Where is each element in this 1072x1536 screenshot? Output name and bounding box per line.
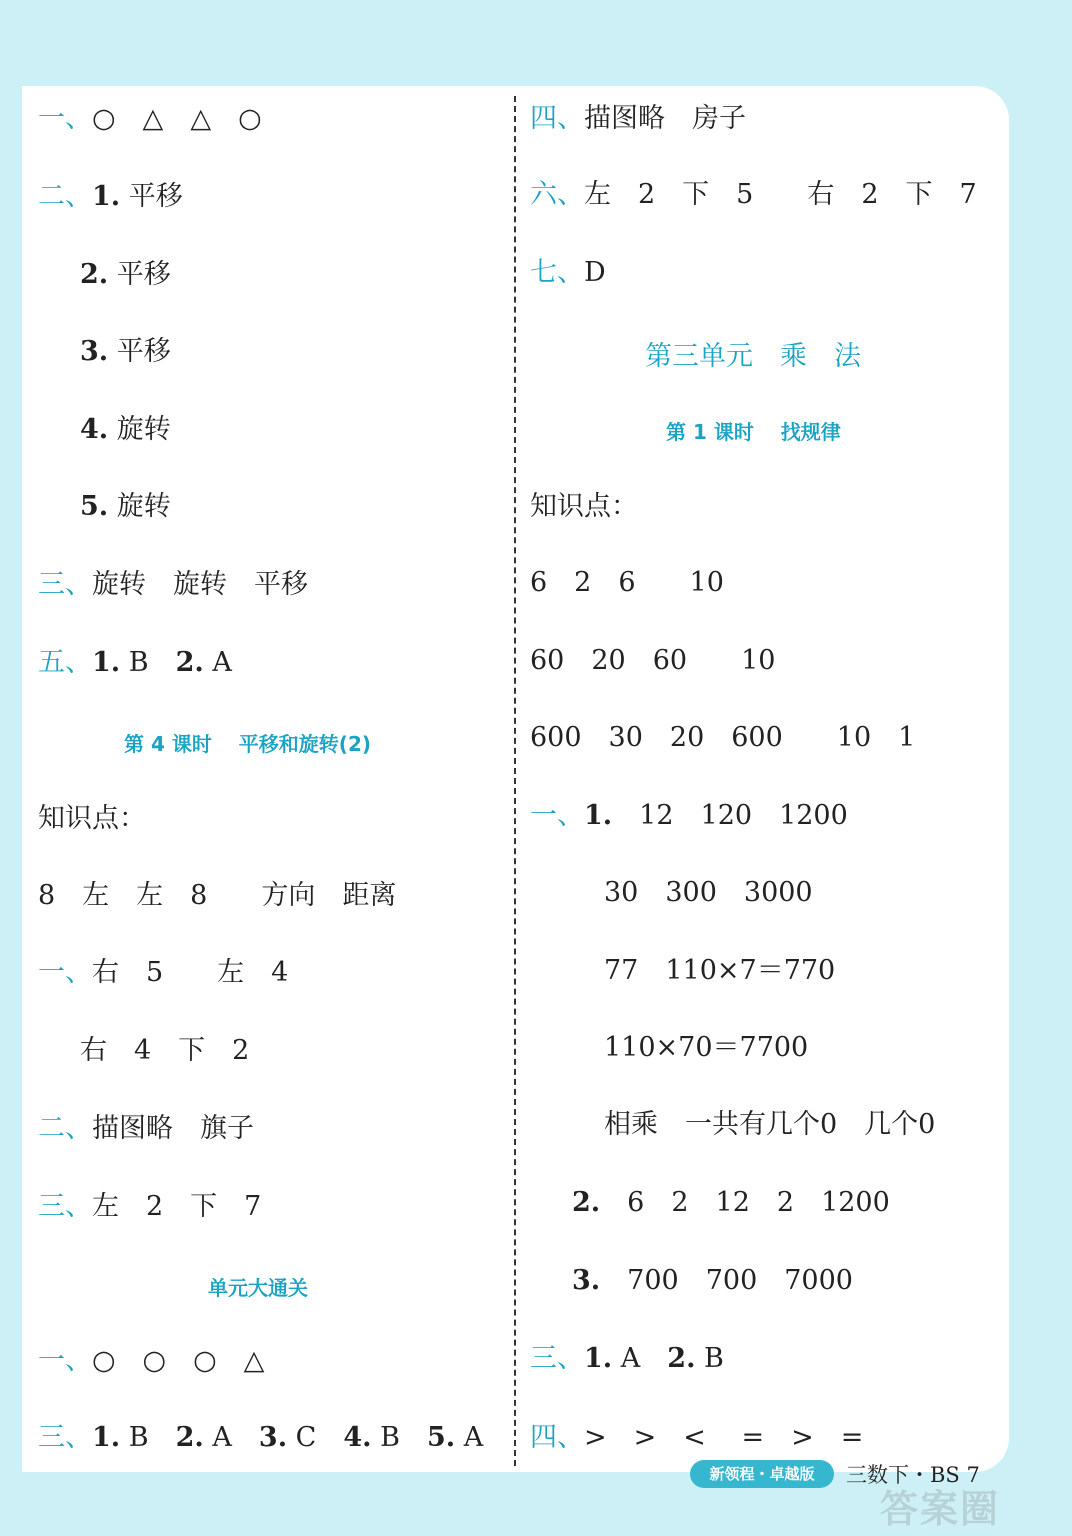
right-line-16: 四、> > < = > = — [530, 1422, 864, 1453]
left-line-2: 二、1. 平移 — [38, 181, 183, 212]
left-line-1: 一、○ △ △ ○ — [38, 103, 262, 134]
left-line-8: 五、1. B 2. A — [38, 647, 232, 678]
unit-3-heading: 第三单元 乘 法 — [645, 341, 861, 372]
unit-review-heading: 单元大通关 — [208, 1276, 308, 1300]
left-line-7: 三、旋转 旋转 平移 — [38, 569, 308, 600]
left-line-5: 4. 旋转 — [80, 414, 171, 445]
left-line-3: 2. 平移 — [80, 259, 171, 290]
series-badge: 新领程・卓越版 — [690, 1460, 834, 1488]
left-line-14: 三、左 2 下 7 — [38, 1191, 262, 1222]
right-line-3: 七、D — [530, 257, 606, 288]
right-line-4: 知识点： — [530, 491, 638, 522]
watermark-logo: 答案圈 — [880, 1487, 1001, 1531]
right-line-8: 一、1. 12 120 1200 — [530, 800, 848, 831]
right-line-2: 六、左 2 下 5 右 2 下 7 — [530, 179, 977, 210]
right-line-14: 3. 700 700 7000 — [572, 1265, 853, 1296]
column-divider — [514, 96, 516, 1466]
right-line-5: 6 2 6 10 — [530, 567, 724, 598]
left-line-10: 8 左 左 8 方向 距离 — [38, 880, 397, 911]
left-line-12: 右 4 下 2 — [80, 1035, 250, 1066]
right-line-11: 110×70＝7700 — [604, 1032, 809, 1063]
right-line-12: 相乘 一共有几个0 几个0 — [604, 1109, 936, 1140]
right-line-15: 三、1. A 2. B — [530, 1343, 724, 1374]
left-line-15: 一、○ ○ ○ △ — [38, 1345, 265, 1376]
left-line-9: 知识点： — [38, 803, 146, 834]
right-line-13: 2. 6 2 12 2 1200 — [572, 1187, 890, 1218]
left-line-4: 3. 平移 — [80, 336, 171, 367]
right-line-9: 30 300 3000 — [604, 877, 813, 908]
right-line-1: 四、描图略 房子 — [530, 103, 746, 134]
page-footer-text: 三数下・BS 7 — [846, 1463, 980, 1487]
left-line-16: 三、1. B 2. A 3. C 4. B 5. A — [38, 1422, 484, 1453]
left-line-11: 一、右 5 左 4 — [38, 957, 289, 988]
lesson-1-heading: 第 1 课时 找规律 — [666, 420, 841, 444]
right-line-10: 77 110×7＝770 — [604, 955, 836, 986]
right-line-7: 600 30 20 600 10 1 — [530, 722, 916, 753]
right-line-6: 60 20 60 10 — [530, 645, 776, 676]
left-line-6: 5. 旋转 — [80, 491, 171, 522]
lesson-4-heading: 第 4 课时 平移和旋转(2) — [124, 732, 372, 756]
left-line-13: 二、描图略 旗子 — [38, 1113, 254, 1144]
